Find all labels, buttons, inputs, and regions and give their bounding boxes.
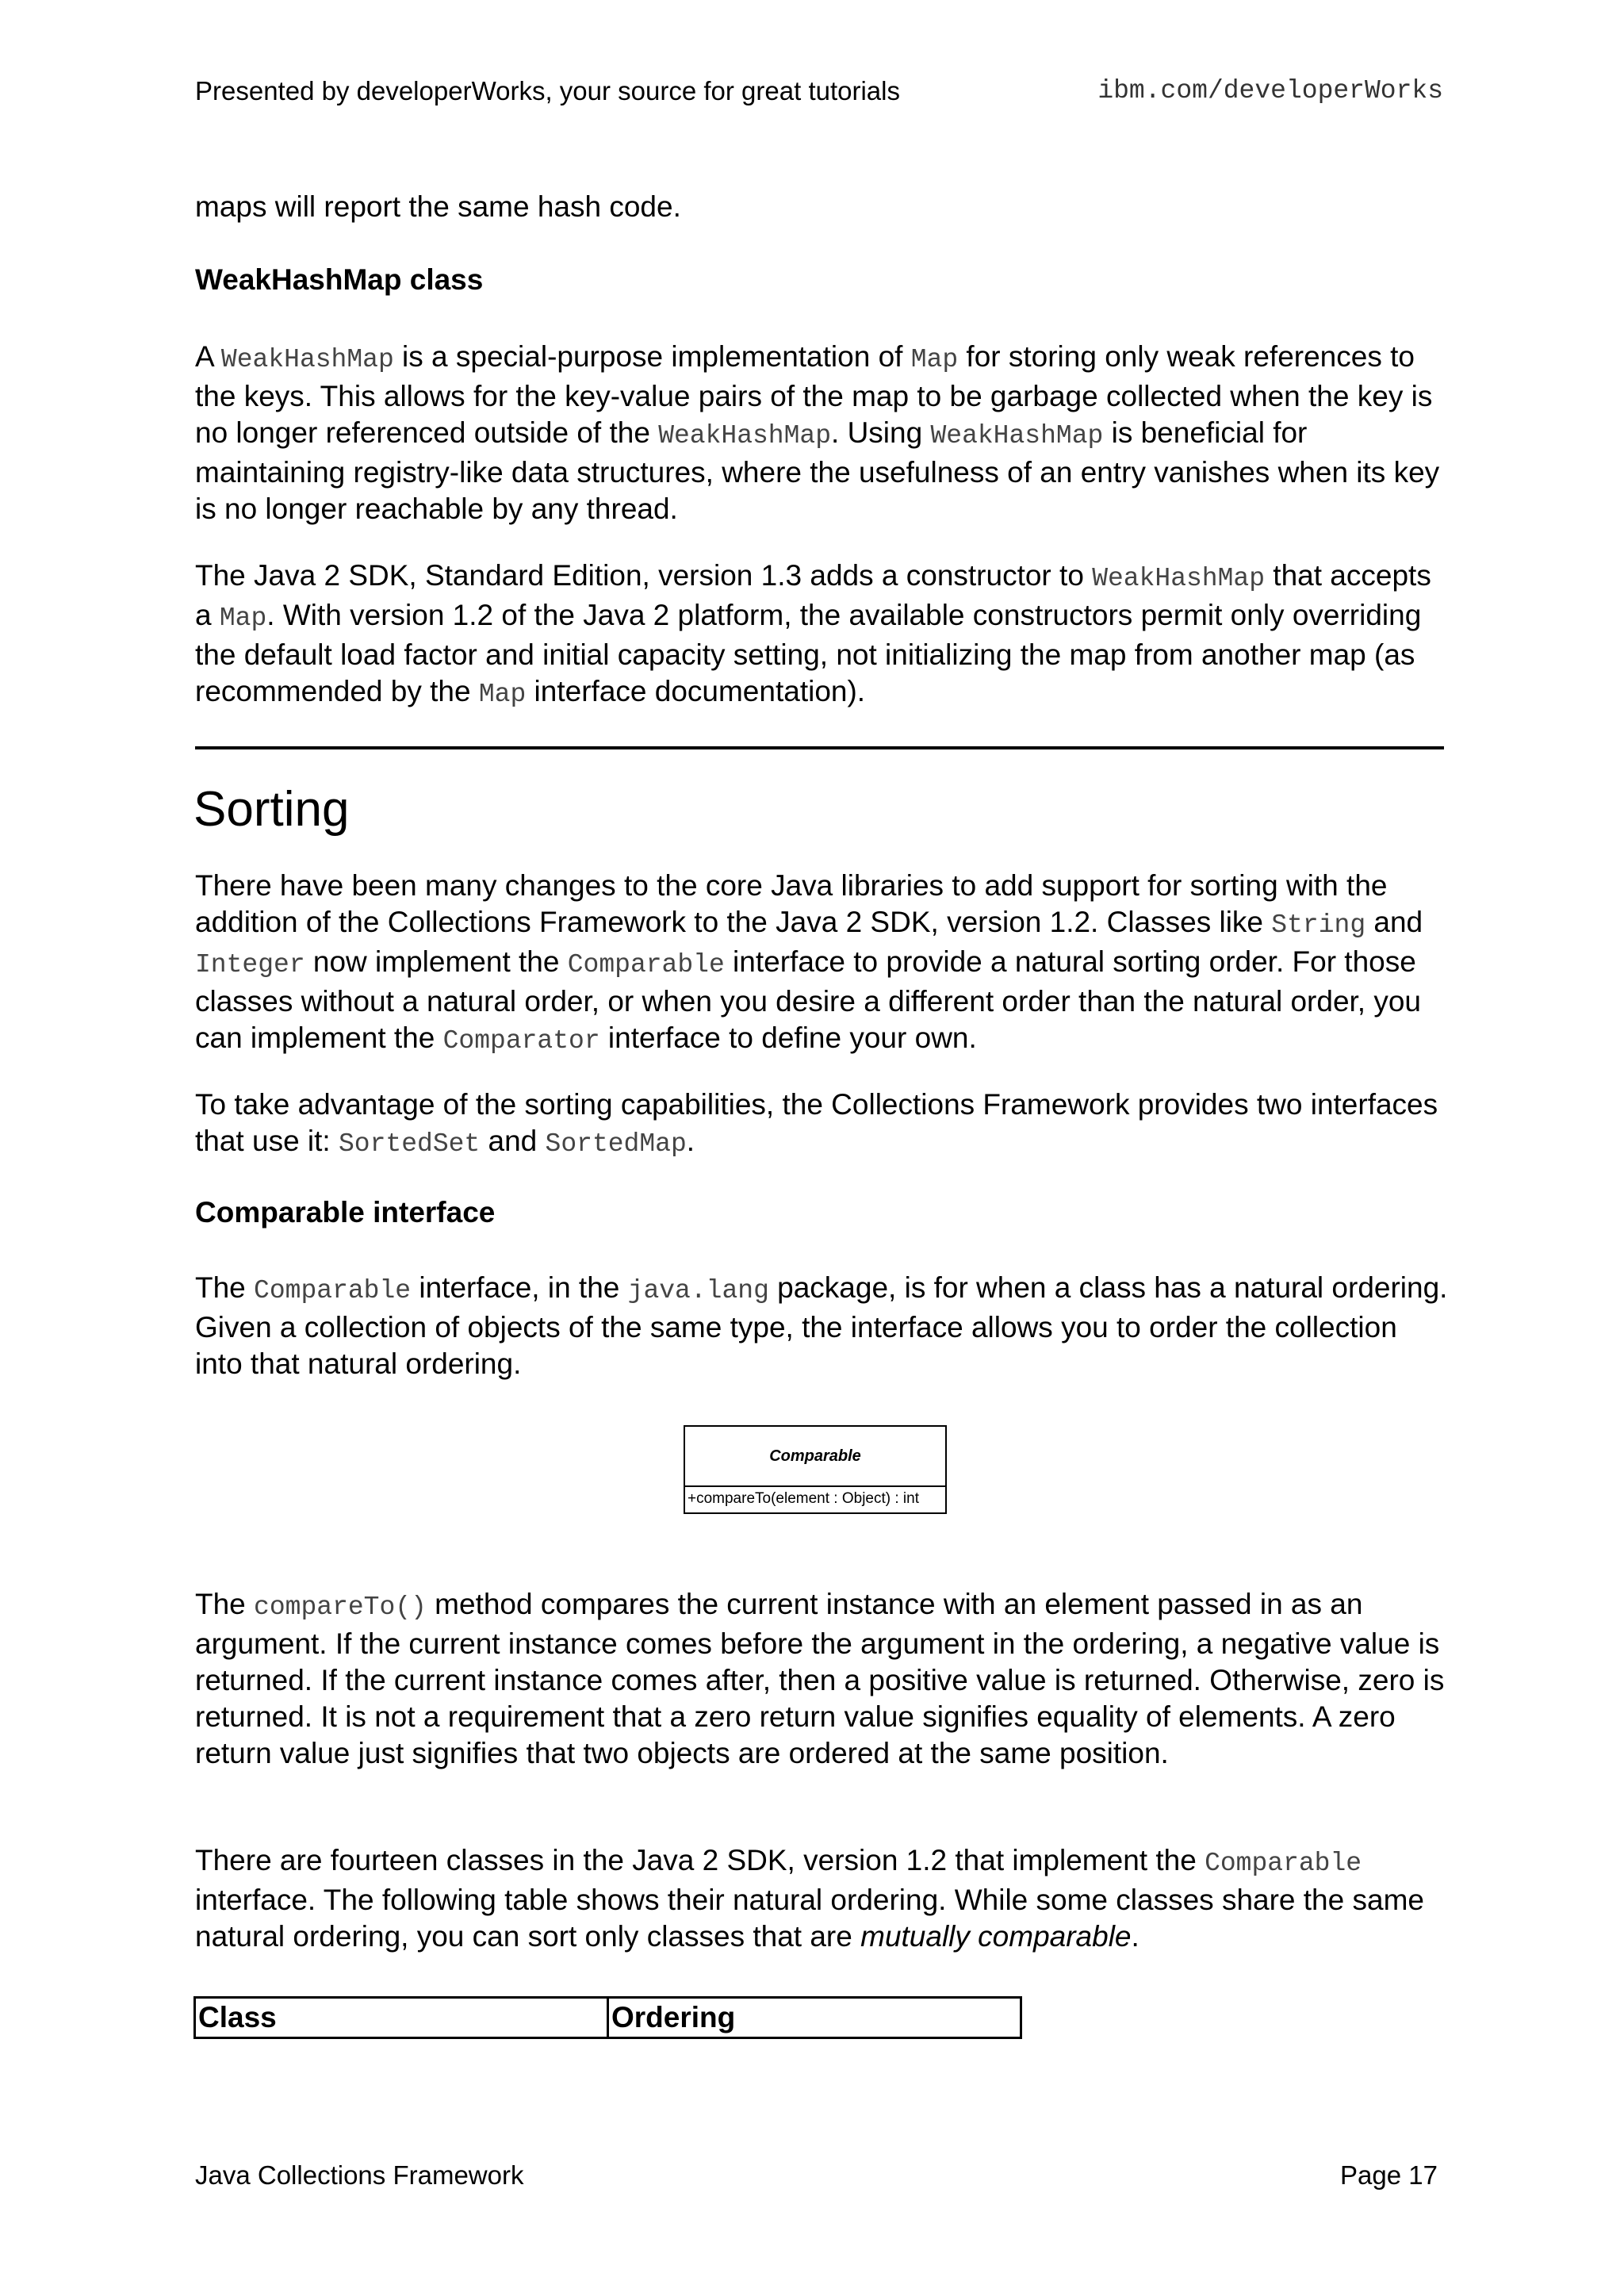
sorting-paragraph-1: There have been many changes to the core Java libraries to add support for sorting with the addition of the Collections Framework to the Java 2 SDK, version 1.2. Classes like String and Integer now implement the Comparable interface to provide a natural sorting order. For those classes without a natural order, or when you desire a different order than the natural order, you can implement the Comparator interface to define your own. [195,869,1423,1056]
code-span: Map [219,604,267,633]
code-span: Comparator [442,1026,600,1056]
code-span: Map [478,680,527,709]
code-span: Comparable [254,1276,412,1305]
code-span: SortedSet [339,1129,481,1159]
sorting-paragraph-2: To take advantage of the sorting capabilities, the Collections Framework provides two interfaces that use it: SortedSet and SortedMap. [195,1088,1438,1159]
code-span: SortedMap [545,1129,687,1159]
weakhashmap-heading: WeakHashMap class [195,263,484,296]
code-span: compareTo() [254,1593,427,1622]
comparable-heading: Comparable interface [195,1196,496,1228]
code-span: String [1271,910,1366,940]
comparable-paragraph-1: The Comparable interface, in the java.lang package, is for when a class has a natural ordering. Given a collection of objects of the same type, the interface allows you to order the collection into that natural ordering. [195,1271,1448,1380]
code-span: WeakHashMap [220,345,394,374]
code-span: Map [910,345,959,374]
section-title: Sorting [193,782,350,837]
table-header-class: Class [195,1998,608,2038]
comparable-paragraph-3: There are fourteen classes in the Java 2 SDK, version 1.2 that implement the Comparable interface. The following table shows their natural ordering. While some classes share the same natural ordering, you can sort only classes that are mutually comparable. [195,1844,1424,1953]
page-number: Page 17 [1340,2160,1438,2190]
table-header-row [195,1998,1021,2038]
uml-operation: +compareTo(element : Object) : int [688,1490,919,1507]
code-span: java.lang [627,1276,769,1305]
page-header-title: Presented by developerWorks, your source for great tutorials [195,76,900,105]
code-span: Comparable [1205,1849,1362,1878]
code-span: WeakHashMap [1092,564,1266,593]
weakhashmap-paragraph-1: A WeakHashMap is a special-purpose implementation of Map for storing only weak references to the keys. This allows for the key-value pairs of the map to be garbage collected when the key is no longer referenced outside of the WeakHashMap. Using WeakHashMap is beneficial for maintaining registry-like data structures, where the usefulness of an entry vanishes when its key is no longer reachable by any thread. [195,340,1440,525]
code-span: Comparable [567,950,725,979]
weakhashmap-paragraph-2: The Java 2 SDK, Standard Edition, version 1.3 adds a constructor to WeakHashMap that accepts a Map. With version 1.2 of the Java 2 platform, the available constructors permit only overriding the default load factor and initial capacity setting, not initializing the map from another map (as recommended by the Map interface documentation). [195,559,1431,709]
page-header-site: ibm.com/developerWorks [1097,76,1443,105]
code-span: WeakHashMap [930,421,1104,450]
uml-class-diagram [684,1425,947,1514]
paragraph-continuation: maps will report the same hash code. [195,190,681,223]
section-divider [195,746,1444,749]
ordering-table [193,1996,1022,2039]
comparable-paragraph-2: The compareTo() method compares the current instance with an element passed in as an argument. If the current instance comes before the argument in the ordering, a negative value is returned. If the current instance comes after, then a positive value is returned. Otherwise, zero is returned. It is not a requirement that a zero return value signifies equality of elements. A zero return value just signifies that two objects are ordered at the same position. [195,1588,1445,1769]
code-span: Integer [195,950,305,979]
table-header-ordering: Ordering [608,1998,1021,2038]
page-footer-title: Java Collections Framework [195,2160,524,2190]
uml-class-name: Comparable [685,1427,945,1487]
emphasis: mutually comparable [860,1920,1132,1953]
code-span: WeakHashMap [658,421,832,450]
